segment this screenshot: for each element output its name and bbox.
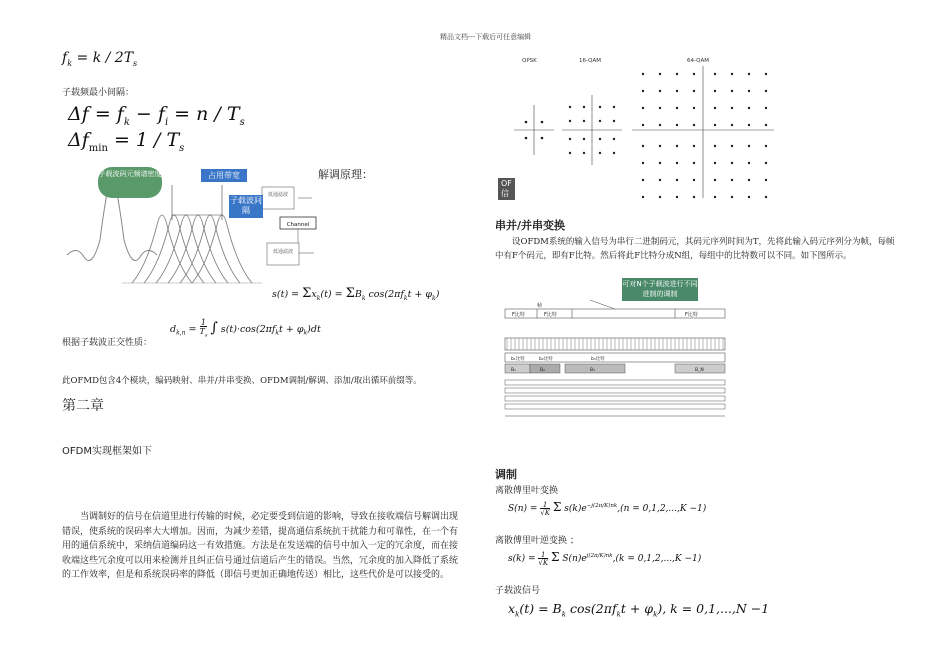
constellation-point [693, 196, 695, 198]
demod-block-label: 低通滤波 [272, 249, 294, 255]
symbol-label-2: B₂ [540, 368, 545, 373]
group-label-3: b₃比特 [591, 357, 605, 362]
chapter-heading: 第二章 [62, 398, 104, 414]
frame-label-1: F比特 [512, 312, 525, 318]
orthogonality-label: 根据子载波正交性质： [62, 338, 153, 348]
constellation-point [693, 162, 695, 164]
equation-dkn: $d_{k,n} = 1$ $T_s$ ∫ $s(t)\cdot\cos(2\pi f_kt + \varphi_k)dt$ [170, 318, 321, 339]
constellation-point [765, 107, 767, 109]
idft-label: 离散傅里叶逆变换 ； [495, 536, 579, 546]
constellation-point [731, 124, 733, 126]
symbol-label-3: B₃ [590, 368, 595, 373]
subcarrier-spacing-box: 子载波间隔 [229, 195, 263, 218]
constellation-point [714, 107, 716, 109]
constellation-point [748, 145, 750, 147]
constellation-point [714, 90, 716, 92]
constellation-point [748, 107, 750, 109]
constellation-point [731, 107, 733, 109]
constellation-point [731, 196, 733, 198]
constellation-point [676, 107, 678, 109]
channel-label: Channel [286, 222, 310, 228]
constellation-point [731, 73, 733, 75]
constellation-point [693, 107, 695, 109]
modules-text: 此OFMD包含4个模块，编码映射、串并/并串变换、OFDM调制/解调、添加/取出循环前缀等。 [62, 376, 422, 386]
subcarrier-signal-label: 子载波信号 [495, 586, 541, 596]
constellation-point [748, 162, 750, 164]
constellation-point [659, 124, 661, 126]
constellation-point [731, 90, 733, 92]
constellation-title-64qam: 64-QAM [687, 58, 710, 64]
constellation-point [659, 162, 661, 164]
constellation-point [748, 196, 750, 198]
section-serial-parallel: 串并/并串变换 [495, 219, 566, 232]
constellation-point [676, 90, 678, 92]
equation-xk: $x_k(t) = B_k$ $\cos(2\pi f_kt + \varphi_k)$, k = 0,1,...,N −1 [508, 601, 770, 619]
constellation-point [659, 107, 661, 109]
constellation-point [642, 107, 644, 109]
constellation-point [765, 73, 767, 75]
constellation-title-qpsk: QPSK [522, 58, 537, 64]
constellation-point [676, 179, 678, 181]
constellation-point [693, 145, 695, 147]
constellation-point [659, 196, 661, 198]
constellation-point [642, 162, 644, 164]
constellation-point [693, 73, 695, 75]
symbol-label-n: B_N [695, 368, 704, 373]
constellation-point [714, 73, 716, 75]
constellation-point [676, 73, 678, 75]
constellation-point [748, 90, 750, 92]
ofdm-snippet: OF 信 [498, 178, 515, 200]
constellation-point [714, 179, 716, 181]
constellation-point [642, 145, 644, 147]
constellation-point [714, 162, 716, 164]
spectrum-bubble: 子载波码元频谱密度 [98, 167, 162, 198]
constellation-point [642, 179, 644, 181]
callout-box: 可对N个子载波进行不同进制的调制 [622, 278, 698, 301]
constellation-point [642, 124, 644, 126]
page-header: 精品文档---下载后可任意编辑 [440, 33, 532, 41]
equation-fk: $f_k = k / 2T_s$ [62, 50, 138, 68]
constellation-point [765, 179, 767, 181]
constellation-point [731, 179, 733, 181]
symbol-label-1: B₁ [511, 368, 516, 373]
min-spacing-label: 子载频最小间隔： [62, 88, 135, 98]
constellation-point [642, 196, 644, 198]
constellation-point [676, 162, 678, 164]
framework-heading: OFDM实现框架如下 [62, 446, 152, 457]
constellation-point [765, 162, 767, 164]
constellation-point [714, 145, 716, 147]
frame-head-label: 帧 [537, 303, 543, 309]
group-label-1: b₁比特 [511, 357, 525, 362]
equation-st: $s(t) = \Sigma x_k(t) = \Sigma B_k$ $\cos(2\pi f_kt + \varphi_k)$ [272, 286, 440, 302]
constellation-point [676, 124, 678, 126]
frame-label-3: F比特 [685, 312, 698, 318]
constellation-point [659, 179, 661, 181]
equation-delta-f: $\Delta f = f_k - f_i = n / T_s$ [68, 103, 245, 128]
constellation-point [765, 196, 767, 198]
equation-idft: s(k) = 1 √K Σ $S(n)e^{j(2\pi/K)nk},(k = 0,1,2,...,K -1)$ [508, 550, 702, 567]
equation-dft: S(n) = 1 √K Σ $s(k)e^{-j(2\pi/K)nk},(n = 0,1,2,...,K -1)$ [508, 500, 707, 517]
constellation-point [693, 179, 695, 181]
constellation-point [642, 73, 644, 75]
constellation-point [693, 124, 695, 126]
constellation-point [748, 179, 750, 181]
dft-label: 离散傅里叶变换 [495, 486, 559, 496]
serial-parallel-diagram [495, 298, 740, 428]
constellation-point [642, 90, 644, 92]
constellation-point [748, 124, 750, 126]
section-modulation: 调制 [495, 468, 517, 481]
constellation-point [693, 90, 695, 92]
constellation-title-16qam: 16-QAM [579, 58, 602, 64]
frame-label-2: F比特 [544, 312, 557, 318]
demod-title: 解调原理： [318, 168, 373, 181]
constellation-point [731, 145, 733, 147]
serial-parallel-text: 设OFDM系统的输入信号为串行二进制码元，其码元序列时间为T，先将此输入码元序列分为帧，每帧中有F个码元，即有F比特。然后将此F比特分成N组，每组中的比特数可以不同。如下图所示。 [495, 237, 895, 261]
mod-block-label: 低通滤波 [267, 192, 289, 198]
constellation-point [714, 196, 716, 198]
constellation-point [659, 90, 661, 92]
constellation-point [748, 73, 750, 75]
constellation-point [676, 145, 678, 147]
constellation-point [765, 90, 767, 92]
constellation-point [659, 73, 661, 75]
constellation-point [676, 196, 678, 198]
constellation-point [659, 145, 661, 147]
constellation-point [714, 124, 716, 126]
constellation-point [731, 162, 733, 164]
constellation-point [765, 124, 767, 126]
channel-coding-paragraph: 当调制好的信号在信道里进行传输的时候，必定要受到信道的影响，导致在接收端信号解调出现错误，使系统的误码率大大增加。因而，为减少差错，提高通信系统抗干扰能力和可靠性，在一个有用的通信系统中，采纳信道编码这一有效措施。方法是在发送端的信号中加入一定的冗余度，而在接收端这些冗余度可以用来检测并且纠正信号通过信道后产生的错误。当然，冗余度的加入降低了系统的工作效率，但是和系统误码率的降低（即信号更加正确地传送）相比，这些代价是可以接受的。 [62, 512, 459, 580]
group-label-2: b₂比特 [539, 357, 553, 362]
equation-delta-fmin: $\Delta f_{min} = 1 / T_s$ [68, 129, 185, 154]
constellation-point [765, 145, 767, 147]
occupied-band-box: 占用带宽 [201, 169, 247, 182]
constellation-diagrams [492, 50, 782, 200]
